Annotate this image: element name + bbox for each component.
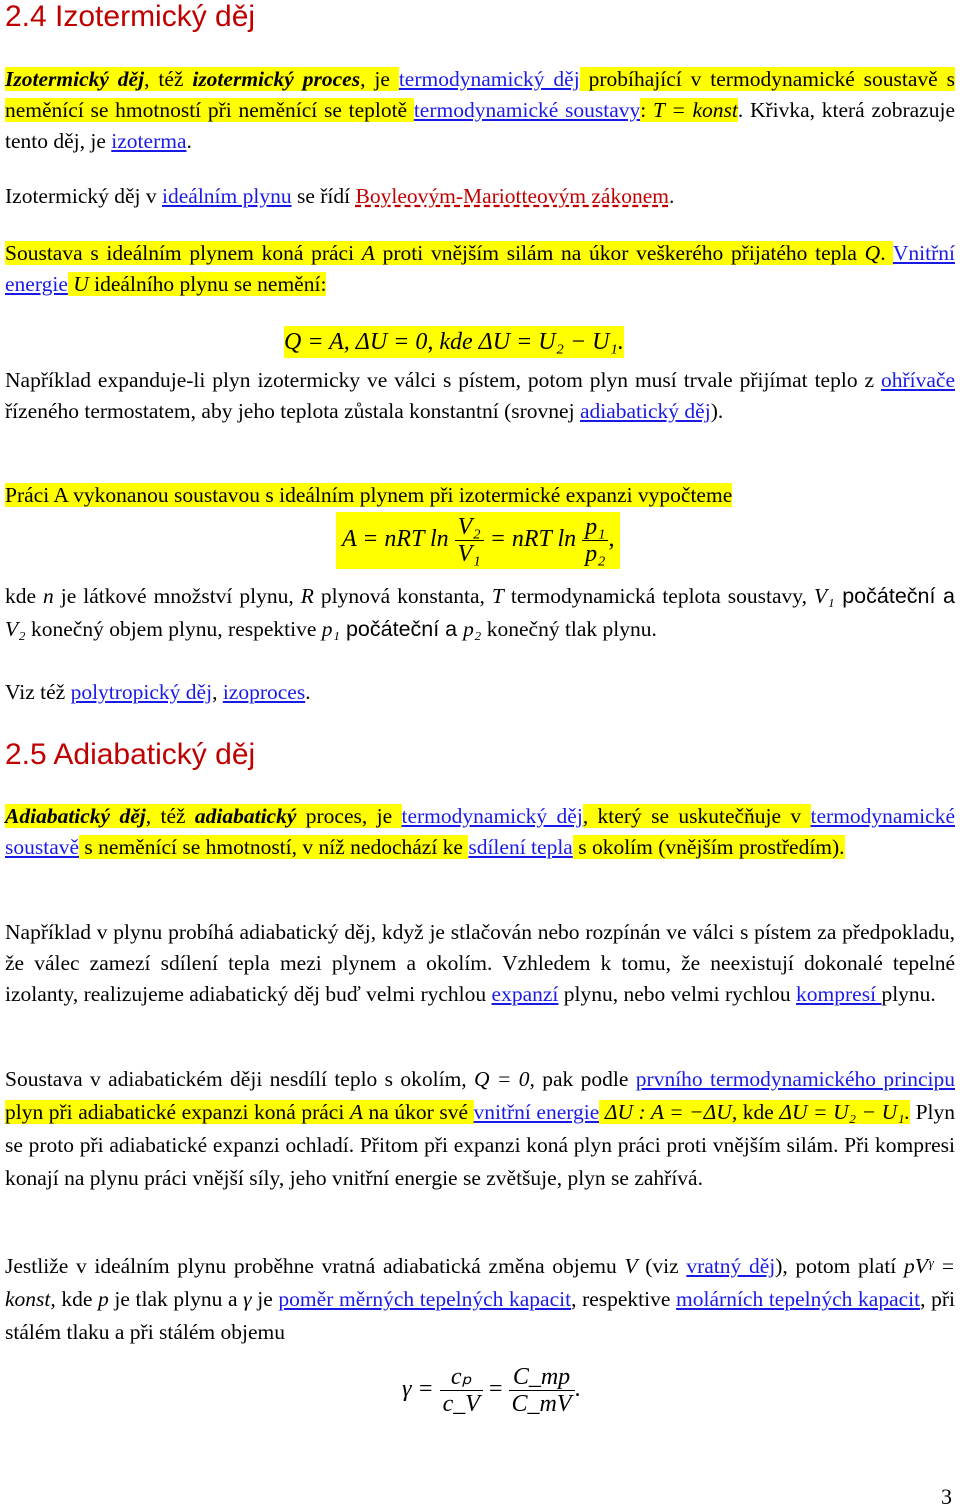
paragraph-example-adiabatic: Například v plynu probíhá adiabatický děj, když je stlačován nebo rozpínán ve válci s pístem za předpokladu, že válec zamezí sdílení tepla mezi plynem a okolím. Vzhledem k tomu, že neexistují dokonalé tepelné izolanty, realizujeme adiabatický děj buď velmi rychlou expanzí plynu, nebo velmi rychlou kompresí plynu. bbox=[5, 920, 955, 1006]
link-sdileni-tepla[interactable]: sdílení tepla bbox=[468, 835, 573, 859]
equation-gamma: γ = $\frac{\text{cₚ}}{c\_V}$ = $\frac{C\_mp}{C\_mV}$ . bbox=[402, 1364, 581, 1417]
equation-q-a-du: Q = A, ΔU = 0, kde ΔU = U₂ − U₁. bbox=[284, 326, 624, 358]
link-expanze[interactable]: expanzí bbox=[491, 982, 559, 1006]
section-title-2-5: 2.5 Adiabatický děj bbox=[5, 738, 256, 771]
paragraph-definition-adiabaticky: Adiabatický děj, též adiabatický proces, je termodynamický děj, který se uskutečňuje v termodynamické soustavě s neměnící se hmotností, v níž nedochází ke sdílení tepla s okolím (vnějším prostředím). bbox=[5, 804, 955, 859]
link-izoproces[interactable]: izoproces bbox=[222, 680, 306, 704]
link-vnitrni-energie[interactable]: Vnitřní energie bbox=[5, 241, 955, 296]
link-termodynamicky-dej[interactable]: termodynamický děj bbox=[398, 67, 580, 91]
link-boyle-mariotte[interactable]: Boyleovým-Mariotteovým zákonem bbox=[355, 184, 669, 208]
paragraph-prvni-princip: Soustava v adiabatickém ději nesdílí teplo s okolím, Q = 0, pak podle prvního termodynamického principu plyn při adiabatické expanzi koná práci A na úkor své vnitřní energie ΔU : A = −ΔU, kde ΔU = U₂ − U₁. Plyn se proto při adiabatické expanzi ochladí. Přitom při expanzi koná plyn práci proti vnějším silám. Při kompresi konají na plynu práci vnější síly, jeho vnitřní energie se zvětšuje, plyn se zahřívá. bbox=[5, 1067, 956, 1190]
fraction-volume: $\frac{\text{V₂}}{\text{V₁}}$ bbox=[455, 514, 484, 567]
link-molarni-kapacity[interactable]: molárních tepelných kapacit bbox=[676, 1287, 921, 1311]
link-izoterma[interactable]: izoterma bbox=[111, 129, 187, 153]
term: Izotermický děj bbox=[5, 67, 145, 91]
paragraph-example-valec: Například expanduje-li plyn izotermicky ve válci s pístem, potom plyn musí trvale přijímat teplo z ohřívače řízeného termostatem, aby jeho teplota zůstala konstantní (srovnej adiabatický děj). bbox=[5, 368, 955, 423]
paragraph-definition-izotermicky: Izotermický děj, též izotermický proces, je termodynamický děj probíhající v termodynamické soustavě s neměnící se hmotností při neměnící se teplotě termodynamické soustavy: T = konst. Křivka, která zobrazuje tento děj, je izoterma. bbox=[5, 67, 955, 153]
paragraph-vypocet-prace: Práci A vykonanou soustavou s ideálním plynem při izotermické expanzi vypočteme bbox=[5, 483, 733, 507]
link-vnitrni-energie-2[interactable]: vnitřní energie bbox=[473, 1100, 600, 1124]
link-termodynamicke-soustave[interactable]: termodynamické soustavě bbox=[5, 804, 955, 859]
link-prvni-termodynamicky-princip[interactable]: prvního termodynamického principu bbox=[635, 1067, 955, 1091]
paragraph-prace-soustavy: Soustava s ideálním plynem koná práci A proti vnějším silám na úkor veškerého přijatého tepla Q. Vnitřní energie U ideálního plynu se nemění: bbox=[5, 241, 955, 296]
fraction-pressure: $\frac{\text{p₁}}{\text{p₂}}$ bbox=[582, 514, 608, 567]
link-polytropicky-dej[interactable]: polytropický děj bbox=[70, 680, 213, 704]
fraction-molar-heat: $\frac{C\_mp}{C\_mV}$ bbox=[509, 1364, 575, 1417]
section-title-2-4: 2.4 Izotermický děj bbox=[5, 0, 256, 33]
link-komprese[interactable]: kompresí bbox=[796, 982, 882, 1006]
fraction-specific-heat: $\frac{\text{cₚ}}{c\_V}$ bbox=[440, 1364, 483, 1417]
link-ohrivac[interactable]: ohřívače bbox=[880, 368, 955, 392]
paragraph-boyle: Izotermický děj v ideálním plynu se řídí Boyleovým-Mariotteovým zákonem. bbox=[5, 184, 675, 208]
page-number: 3 bbox=[941, 1484, 952, 1509]
link-termodynamicky-dej-2[interactable]: termodynamický děj bbox=[401, 804, 583, 828]
equation-work-isothermal: A = nRT ln $\frac{\text{V₂}}{\text{V₁}}$ = nRT ln $\frac{\text{p₁}}{\text{p₂}}$ , bbox=[336, 512, 620, 569]
paragraph-viz-tez: Viz též polytropický děj, izoproces. bbox=[5, 680, 311, 704]
link-adiabaticky-dej[interactable]: adiabatický děj bbox=[579, 399, 711, 423]
formula-t-konst: T = konst bbox=[652, 98, 738, 122]
link-termodynamicke-soustavy[interactable]: termodynamické soustavy bbox=[413, 98, 641, 122]
paragraph-poisson: Jestliže v ideálním plynu proběhne vratná adiabatická změna objemu V (viz vratný děj), potom platí pVᵞ = konst, kde p je tlak plynu a γ je poměr měrných tepelných kapacit, respektive molárních tepelných kapacit, při stálém tlaku a při stálém objemu bbox=[5, 1254, 955, 1344]
link-idealni-plyn[interactable]: ideálním plynu bbox=[162, 184, 292, 208]
paragraph-variables: kde n je látkové množství plynu, R plynová konstanta, T termodynamická teplota soustavy, V₁ počáteční a V₂ konečný objem plynu, respektive p₁ počáteční a p₂ konečný tlak plynu. bbox=[5, 584, 956, 641]
link-pomer-mernych-kapacit[interactable]: poměr měrných tepelných kapacit bbox=[278, 1287, 572, 1311]
link-vratny-dej[interactable]: vratný děj bbox=[686, 1254, 776, 1278]
